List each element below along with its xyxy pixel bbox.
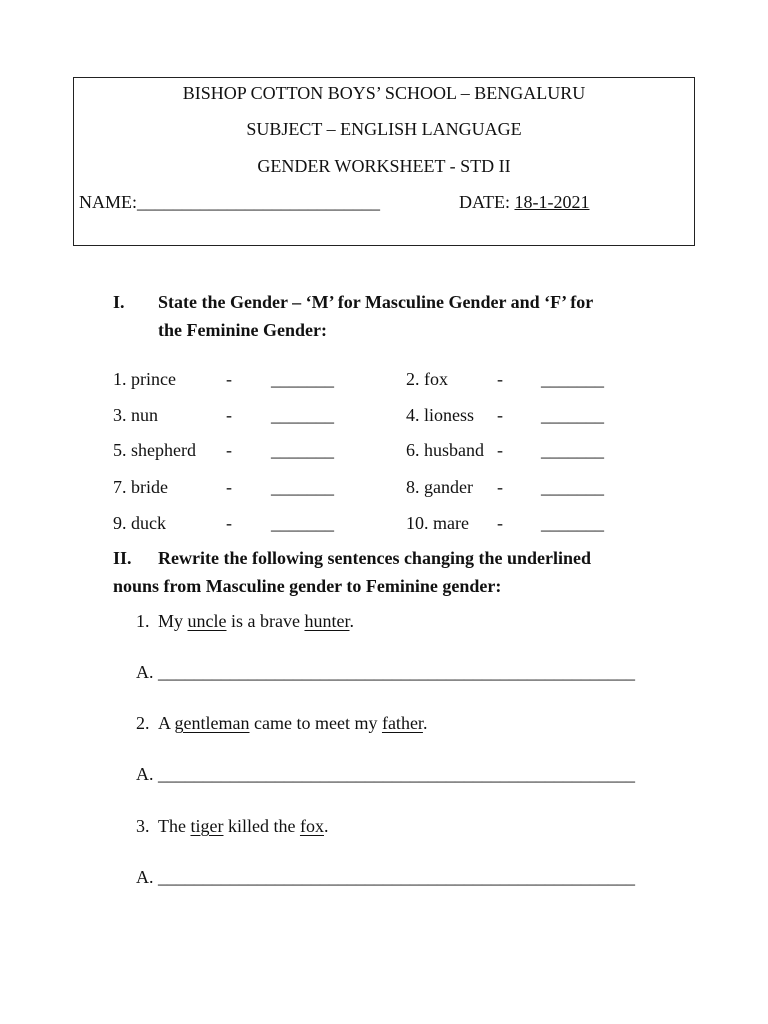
- school-name: BISHOP COTTON BOYS’ SCHOOL – BENGALURU: [182, 83, 586, 103]
- sentence-text: came to meet my: [249, 713, 382, 733]
- item-left: 3. nun: [113, 405, 158, 425]
- name-field: [79, 192, 380, 213]
- answer-line: [136, 764, 635, 785]
- answer-blank: _______: [271, 477, 334, 497]
- answer-blank: _______: [271, 369, 334, 389]
- dash: -: [226, 369, 232, 389]
- answer-blank: _____________________________________________________: [158, 764, 635, 784]
- name-label: NAME:: [79, 192, 137, 212]
- answer-line: [136, 867, 635, 888]
- section1-title-line2: the Feminine Gender:: [158, 320, 327, 340]
- answer-prefix: A.: [136, 764, 154, 784]
- section1-title-line1: State the Gender – ‘M’ for Masculine Gender and ‘F’ for: [158, 292, 594, 312]
- date-value: 18-1-2021: [514, 192, 590, 212]
- worksheet-title: GENDER WORKSHEET - STD II: [257, 156, 511, 176]
- item-right: 8. gander: [406, 477, 473, 497]
- sentence-text: killed the: [223, 816, 300, 836]
- underlined-noun: gentleman: [174, 713, 250, 733]
- answer-blank: _______: [271, 405, 334, 425]
- underlined-noun: father: [381, 713, 423, 733]
- sentence: [158, 713, 427, 734]
- answer-blank: _______: [541, 513, 604, 533]
- dash: -: [226, 440, 232, 460]
- name-blank: ___________________________: [137, 192, 380, 212]
- section2-title-line1: Rewrite the following sentences changing the underlined: [158, 548, 591, 568]
- sentence-text: The: [158, 816, 191, 836]
- date-label: DATE:: [459, 192, 515, 212]
- section1-numeral: I.: [113, 292, 125, 312]
- sentence-number: 2.: [136, 713, 150, 733]
- dash: -: [226, 405, 232, 425]
- dash: -: [226, 477, 232, 497]
- answer-blank: _____________________________________________________: [158, 662, 635, 682]
- subject-line: SUBJECT – ENGLISH LANGUAGE: [246, 119, 522, 139]
- answer-blank: _______: [541, 477, 604, 497]
- underlined-noun: fox: [299, 816, 324, 836]
- item-left: 5. shepherd: [113, 440, 196, 460]
- answer-line: [136, 662, 635, 683]
- sentence-text: .: [349, 611, 354, 631]
- sentence-text: is a brave: [226, 611, 305, 631]
- dash: -: [497, 405, 503, 425]
- answer-blank: _______: [541, 405, 604, 425]
- item-right: 4. lioness: [406, 405, 475, 425]
- dash: -: [497, 440, 503, 460]
- section2-title-line2: nouns from Masculine gender to Feminine gender:: [113, 576, 502, 596]
- underlined-noun: hunter: [304, 611, 350, 631]
- sentence-text: .: [323, 816, 329, 836]
- item-right: 10. mare: [406, 513, 469, 533]
- sentence-text: A: [158, 713, 175, 733]
- item-left: 9. duck: [113, 513, 166, 533]
- sentence: [158, 611, 354, 632]
- answer-prefix: A.: [136, 662, 154, 682]
- answer-prefix: A.: [136, 867, 154, 887]
- section2-numeral: II.: [113, 548, 132, 568]
- sentence-text: .: [422, 713, 428, 733]
- item-right: 6. husband: [406, 440, 484, 460]
- item-left: 7. bride: [113, 477, 168, 497]
- sentence-number: 1.: [136, 611, 150, 631]
- dash: -: [497, 513, 503, 533]
- item-right: 2. fox: [406, 369, 448, 389]
- dash: -: [226, 513, 232, 533]
- answer-blank: _____________________________________________________: [158, 867, 635, 887]
- answer-blank: _______: [271, 513, 334, 533]
- item-left: 1. prince: [113, 369, 176, 389]
- sentence-number: 3.: [136, 816, 150, 836]
- dash: -: [497, 477, 503, 497]
- underlined-noun: uncle: [187, 611, 227, 631]
- underlined-noun: tiger: [190, 816, 224, 836]
- sentence-text: My: [158, 611, 188, 631]
- sentence: [158, 816, 328, 837]
- answer-blank: _______: [541, 369, 604, 389]
- date-field: [459, 192, 590, 213]
- dash: -: [497, 369, 503, 389]
- header-box: [73, 77, 695, 246]
- answer-blank: _______: [271, 440, 334, 460]
- answer-blank: _______: [541, 440, 604, 460]
